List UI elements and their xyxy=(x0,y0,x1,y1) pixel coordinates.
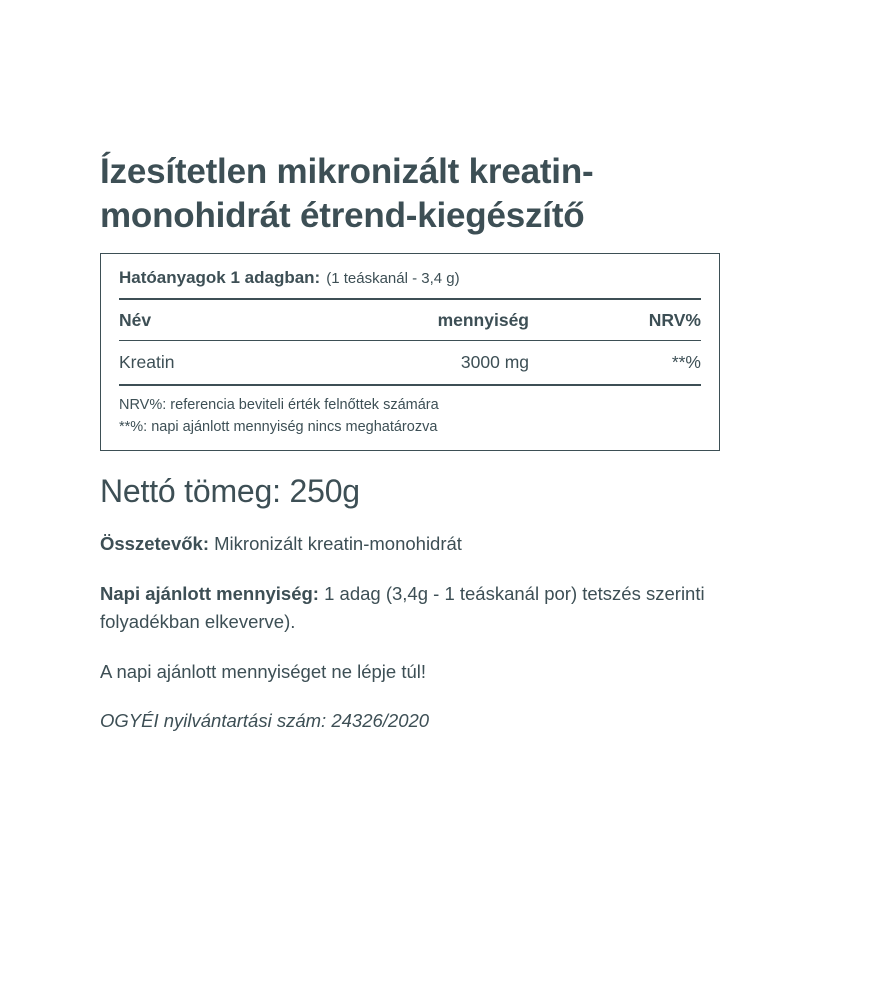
nutrient-name: Kreatin xyxy=(119,340,249,385)
serving-size-row xyxy=(119,268,701,300)
nutrients-table xyxy=(119,300,701,386)
serving-size-value: (1 teáskanál - 3,4 g) xyxy=(326,269,460,287)
supplement-facts-panel xyxy=(100,253,720,452)
column-header-amount: mennyiség xyxy=(249,300,579,341)
table-header-row xyxy=(119,300,701,341)
footnote-nrv: NRV%: referencia beviteli érték felnőttek számára xyxy=(119,396,439,413)
warning-paragraph: A napi ajánlott mennyiséget ne lépje túl! xyxy=(100,660,427,682)
net-weight-text: Nettó tömeg: 250g xyxy=(100,473,360,510)
registration-number: OGYÉI nyilvántartási szám: 24326/2020 xyxy=(100,710,430,732)
column-header-nrv: NRV% xyxy=(579,300,701,341)
dosage-paragraph xyxy=(100,580,740,636)
table-footnotes xyxy=(119,386,701,439)
table-row xyxy=(119,340,701,385)
nutrient-nrv: **% xyxy=(579,340,701,385)
ingredients-label: Összetevők: xyxy=(100,533,209,555)
dosage-label: Napi ajánlott mennyiség: xyxy=(100,583,319,605)
ingredients-value: Mikronizált kreatin-monohidrát xyxy=(214,533,462,555)
column-header-name: Név xyxy=(119,300,249,341)
ingredients-paragraph xyxy=(100,530,740,558)
nutrient-amount: 3000 mg xyxy=(249,340,579,385)
page-title: Ízesítetlen mikronizált kreatin-monohidrát étrend-kiegészítő xyxy=(100,152,594,236)
footnote-asterisk: **%: napi ajánlott mennyiség nincs meghatározva xyxy=(119,418,438,435)
serving-size-label: Hatóanyagok 1 adagban: xyxy=(119,267,321,287)
dosage-value: 1 adag (3,4g - 1 teáskanál por) tetszés szerinti folyadékban elkeverve). xyxy=(100,583,705,632)
